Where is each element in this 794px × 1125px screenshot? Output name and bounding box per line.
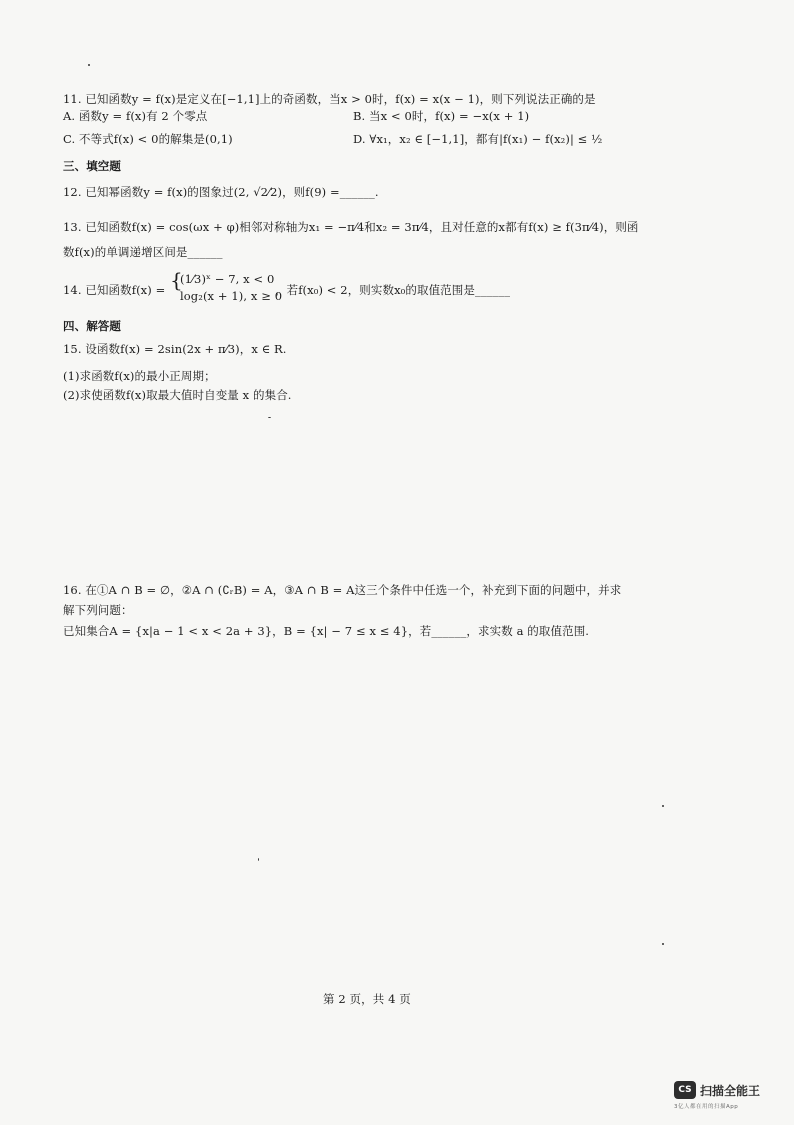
question-13-line-2: 数f(x)的单调递增区间是______ [63,245,223,259]
question-15-part-1: (1)求函数f(x)的最小正周期； [63,369,216,383]
page-number-footer: 第 2 页，共 4 页 [323,992,411,1006]
question-14-case-2: log₂(x + 1), x ≥ 0 [180,289,283,303]
question-14-prefix: 14. 已知函数f(x) = [63,283,166,297]
question-11-stem: 11. 已知函数y = f(x)是定义在[−1,1]上的奇函数，当x > 0时，f(x) = x(x − 1)，则下列说法正确的是 [63,92,596,106]
piecewise-brace: { [170,268,183,292]
question-11-option-c: C. 不等式f(x) < 0的解集是(0,1) [63,132,233,146]
question-16-line-2: 解下列问题： [63,603,133,617]
scan-speck [258,858,259,861]
section-heading-fill-in: 三、填空题 [63,159,121,173]
scanner-watermark-title: 扫描全能王 [700,1084,761,1098]
scan-speck [662,943,664,945]
question-11-option-d: D. ∀x₁，x₂ ∈ [−1,1]，都有|f(x₁) − f(x₂)| ≤ ½ [353,132,603,146]
question-15-part-2: (2)求使函数f(x)取最大值时自变量 x 的集合. [63,388,292,402]
question-14-suffix: ，若f(x₀) < 2，则实数x₀的取值范围是______ [275,283,511,297]
question-16-line-3: 已知集合A = {x|a − 1 < x < 2a + 3}，B = {x| − 7 ≤ x ≤ 4}，若______，求实数 a 的取值范围. [63,624,590,638]
scanner-watermark-subtitle: 3亿人都在用的扫描App [674,1104,739,1110]
scanner-logo-icon: CS [674,1081,696,1099]
question-15-stem: 15. 设函数f(x) = 2sin(2x + π⁄3)，x ∈ R. [63,342,287,356]
question-11-option-a: A. 函数y = f(x)有 2 个零点 [63,109,208,123]
scan-speck [88,64,90,66]
scan-speck [268,417,271,418]
scanner-watermark [674,1081,784,1111]
section-heading-answer: 四、解答题 [63,319,121,333]
question-11-option-b: B. 当x < 0时，f(x) = −x(x + 1) [353,109,530,123]
scan-speck [662,805,664,807]
question-12: 12. 已知幂函数y = f(x)的图象过(2, √2⁄2)，则f(9) =______. [63,185,379,199]
question-16-line-1: 16. 在①A ∩ B = ∅，②A ∩ (∁ᵣB) = A，③A ∩ B = A这三个条件中任选一个，补充到下面的问题中，并求 [63,583,622,597]
question-13-line-1: 13. 已知函数f(x) = cos(ωx + φ)相邻对称轴为x₁ = −π⁄4和x₂ = 3π⁄4，且对任意的x都有f(x) ≥ f(3π⁄4)，则函 [63,220,639,234]
question-14-case-1: (1⁄3)ˣ − 7, x < 0 [180,272,275,286]
